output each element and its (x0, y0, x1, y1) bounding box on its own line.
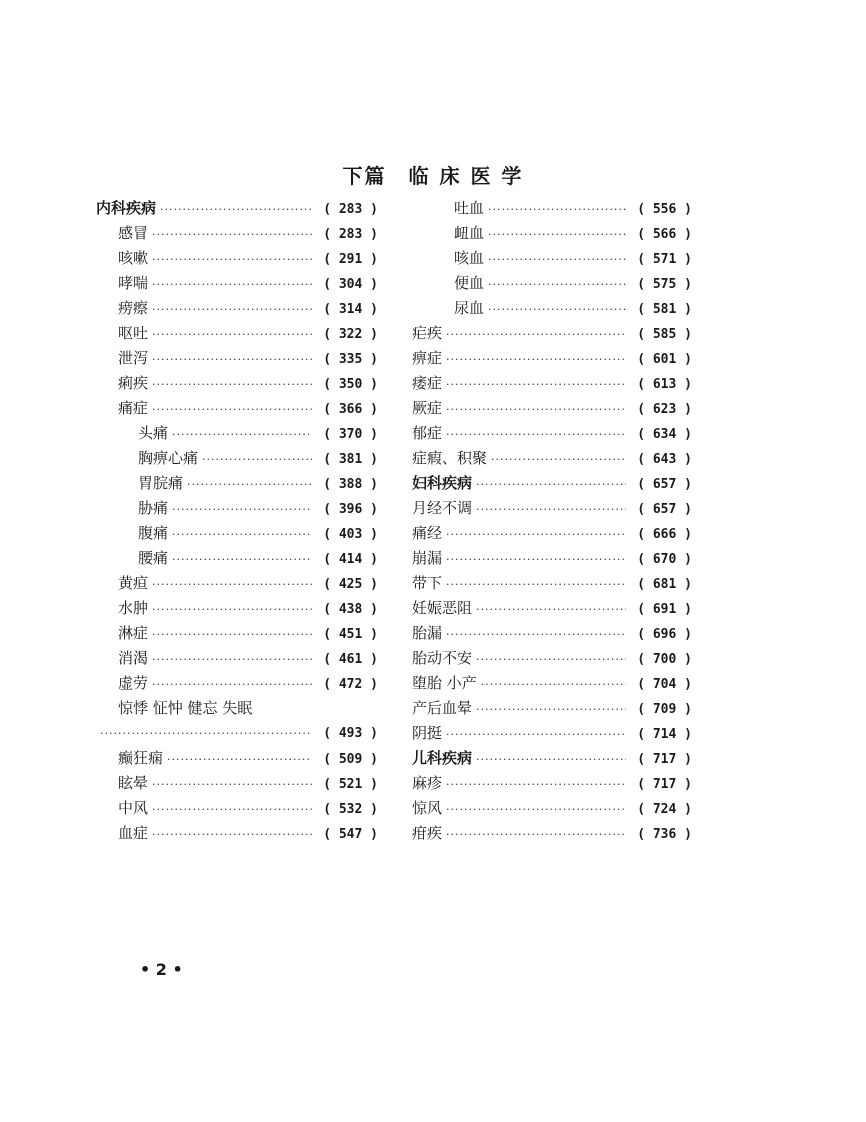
toc-entry-label: 咳血 (454, 249, 485, 267)
toc-dot-leader (152, 397, 312, 422)
toc-dot-leader (152, 597, 312, 622)
toc-entry-page: ( 681 ) (637, 577, 692, 592)
toc-entry-page: ( 370 ) (323, 427, 378, 442)
toc-entry-page: ( 666 ) (637, 527, 692, 542)
toc-dot-leader (476, 747, 626, 772)
toc-entry (412, 721, 692, 746)
toc-entry (412, 596, 692, 621)
toc-entry (412, 671, 692, 696)
toc-entry (96, 271, 378, 296)
toc-dot-leader (152, 247, 312, 272)
toc-dot-leader (446, 797, 626, 822)
toc-entry-label: 胃脘痛 (138, 474, 184, 492)
toc-dot-leader (172, 547, 312, 572)
toc-entry-label: 带下 (412, 574, 443, 592)
toc-entry (96, 321, 378, 346)
toc-dot-leader (491, 447, 626, 472)
toc-entry-page: ( 575 ) (637, 277, 692, 292)
toc-entry (412, 471, 692, 496)
toc-entry (96, 571, 378, 596)
toc-dot-leader (152, 322, 312, 347)
toc-entry-label: 痢疾 (118, 374, 149, 392)
toc-entry (96, 621, 378, 646)
toc-entry-label: 虚劳 (118, 674, 149, 692)
toc-entry-page: ( 709 ) (637, 702, 692, 717)
toc-entry (412, 696, 692, 721)
toc-dot-leader (152, 272, 312, 297)
toc-entry (96, 646, 378, 671)
toc-entry-page: ( 493 ) (323, 726, 378, 741)
toc-entry-label: 腰痛 (138, 549, 169, 567)
toc-entry-page: ( 381 ) (323, 452, 378, 467)
toc-entry (96, 746, 378, 771)
toc-dot-leader (172, 497, 312, 522)
toc-entry-label: 头痛 (138, 424, 169, 442)
toc-entry-page: ( 670 ) (637, 552, 692, 567)
toc-entry (96, 246, 378, 271)
toc-dot-leader (172, 422, 312, 447)
toc-entry-page: ( 657 ) (637, 477, 692, 492)
toc-entry (96, 796, 378, 821)
toc-dot-leader (446, 397, 626, 422)
toc-entry (412, 346, 692, 371)
toc-entry (96, 671, 378, 696)
toc-entry-page: ( 396 ) (323, 502, 378, 517)
toc-entry-label: 妊娠恶阻 (412, 599, 473, 617)
toc-entry-page: ( 521 ) (323, 777, 378, 792)
toc-dot-leader (488, 197, 626, 222)
toc-entry (96, 196, 378, 221)
toc-entry (96, 496, 378, 521)
toc-entry-page: ( 451 ) (323, 627, 378, 642)
toc-dot-leader (152, 772, 312, 797)
toc-entry-label: 黄疸 (118, 574, 149, 592)
toc-entry-label: 疟疾 (412, 324, 443, 342)
toc-dot-leader (488, 247, 626, 272)
toc-entry (412, 646, 692, 671)
toc-entry-label: 痿症 (412, 374, 443, 392)
toc-entry-page: ( 438 ) (323, 602, 378, 617)
toc-dot-leader (172, 522, 312, 547)
toc-entry (412, 371, 692, 396)
toc-dot-leader (152, 822, 312, 847)
toc-entry-page: ( 736 ) (637, 827, 692, 842)
toc-entry (412, 796, 692, 821)
toc-dot-leader (152, 672, 312, 697)
toc-dot-leader (476, 697, 626, 722)
toc-entry (96, 546, 378, 571)
toc-entry-label: 水肿 (118, 599, 149, 617)
toc-dot-leader (476, 597, 626, 622)
toc-dot-leader (446, 772, 626, 797)
toc-entry-page: ( 314 ) (323, 302, 378, 317)
toc-entry (96, 221, 378, 246)
toc-entry (412, 246, 692, 271)
toc-entry (96, 596, 378, 621)
toc-dot-leader (446, 372, 626, 397)
toc-entry-page: ( 585 ) (637, 327, 692, 342)
toc-entry-label: 哮喘 (118, 274, 149, 292)
toc-dot-leader (481, 672, 626, 697)
toc-entry (96, 371, 378, 396)
toc-entry-page: ( 717 ) (637, 752, 692, 767)
toc-entry (96, 396, 378, 421)
toc-entry-label: 癫狂痫 (118, 749, 164, 767)
toc-entry-page: ( 461 ) (323, 652, 378, 667)
toc-entry-page: ( 704 ) (637, 677, 692, 692)
toc-right-column (412, 196, 692, 846)
toc-entry-label: 妇科疾病 (412, 474, 473, 492)
toc-dot-leader (488, 272, 626, 297)
toc-entry-label: 痛症 (118, 399, 149, 417)
toc-entry-page: ( 657 ) (637, 502, 692, 517)
toc-entry-page: ( 566 ) (637, 227, 692, 242)
toc-entry-page: ( 322 ) (323, 327, 378, 342)
toc-dot-leader (476, 497, 626, 522)
toc-entry-page: ( 691 ) (637, 602, 692, 617)
toc-entry (412, 821, 692, 846)
toc-entry-label: 泄泻 (118, 349, 149, 367)
toc-entry-label: 内科疾病 (96, 199, 157, 217)
toc-entry-label: 崩漏 (412, 549, 443, 567)
toc-entry-page: ( 696 ) (637, 627, 692, 642)
toc-entry-label: 眩晕 (118, 774, 149, 792)
toc-entry-label: 厥症 (412, 399, 443, 417)
page-number: • 2 • (140, 960, 183, 979)
toc-entry (412, 521, 692, 546)
toc-entry (96, 446, 378, 471)
toc-dot-leader (446, 347, 626, 372)
toc-entry-page: ( 717 ) (637, 777, 692, 792)
toc-entry (412, 621, 692, 646)
toc-dot-leader (446, 522, 626, 547)
toc-dot-leader (152, 647, 312, 672)
toc-entry-page: ( 472 ) (323, 677, 378, 692)
toc-entry-page: ( 335 ) (323, 352, 378, 367)
toc-entry-label: 消渴 (118, 649, 149, 667)
toc-dot-leader (152, 572, 312, 597)
toc-entry-page: ( 532 ) (323, 802, 378, 817)
toc-entry-page: ( 425 ) (323, 577, 378, 592)
toc-entry-page: ( 403 ) (323, 527, 378, 542)
toc-dot-leader (446, 547, 626, 572)
toc-entry-page: ( 414 ) (323, 552, 378, 567)
toc-dot-leader (187, 472, 312, 497)
toc-dot-leader (152, 797, 312, 822)
toc-entry-label: 淋症 (118, 624, 149, 642)
toc-entry-label: 麻疹 (412, 774, 443, 792)
toc-entry-label: 胎动不安 (412, 649, 473, 667)
toc-entry (412, 771, 692, 796)
toc-dot-leader (152, 222, 312, 247)
toc-entry-page: ( 283 ) (323, 202, 378, 217)
toc-entry-page: ( 581 ) (637, 302, 692, 317)
toc-entry-label: 产后血晕 (412, 699, 473, 717)
toc-entry-label: 痨瘵 (118, 299, 149, 317)
toc-entry-page: ( 643 ) (637, 452, 692, 467)
toc-dot-leader (476, 647, 626, 672)
toc-entry-label: 疳疾 (412, 824, 443, 842)
toc-entry-label: 痹症 (412, 349, 443, 367)
toc-dot-leader (446, 622, 626, 647)
toc-entry-label: 血症 (118, 824, 149, 842)
toc-dot-leader (160, 197, 312, 222)
toc-entry-page: ( 547 ) (323, 827, 378, 842)
toc-entry-label: 感冒 (118, 224, 149, 242)
toc-dot-leader (446, 322, 626, 347)
toc-entry-label: 尿血 (454, 299, 485, 317)
toc-entry-label: 呕吐 (118, 324, 149, 342)
toc-dot-leader (476, 472, 626, 497)
toc-entry-label: 儿科疾病 (412, 749, 473, 767)
toc-entry-page: ( 291 ) (323, 252, 378, 267)
toc-entry-page: ( 634 ) (637, 427, 692, 442)
toc-entry-label: 吐血 (454, 199, 485, 217)
toc-entry (412, 221, 692, 246)
section-title: 下篇 临 床 医 学 (342, 164, 524, 188)
toc-entry (96, 296, 378, 321)
toc-dot-leader (488, 222, 626, 247)
toc-entry-page: ( 601 ) (637, 352, 692, 367)
toc-entry (412, 296, 692, 321)
toc-entry (96, 346, 378, 371)
toc-dot-leader (446, 722, 626, 747)
toc-entry-page: ( 623 ) (637, 402, 692, 417)
toc-entry-label: 胸痹心痛 (138, 449, 199, 467)
toc-entry (96, 696, 378, 721)
toc-entry-label: 便血 (454, 274, 485, 292)
toc-entry-label: 中风 (118, 799, 149, 817)
toc-entry (412, 496, 692, 521)
toc-entry-label: 惊风 (412, 799, 443, 817)
toc-entry-label: 痛经 (412, 524, 443, 542)
toc-entry-label: 惊悸 怔忡 健忘 失眠 (118, 699, 253, 717)
toc-dot-leader (446, 822, 626, 847)
toc-left-column (96, 196, 378, 846)
toc-entry (412, 396, 692, 421)
toc-entry (412, 746, 692, 771)
toc-dot-leader (152, 347, 312, 372)
toc-entry-page: ( 388 ) (323, 477, 378, 492)
toc-entry-label: 咳嗽 (118, 249, 149, 267)
toc-entry (96, 821, 378, 846)
toc-dot-leader (446, 572, 626, 597)
toc-entry (412, 321, 692, 346)
toc-entry (96, 471, 378, 496)
toc-dot-leader (202, 447, 312, 472)
toc-entry-label: 月经不调 (412, 499, 473, 517)
toc-entry (96, 421, 378, 446)
toc-entry-page: ( 350 ) (323, 377, 378, 392)
toc-dot-leader (167, 747, 312, 772)
toc-entry-page: ( 700 ) (637, 652, 692, 667)
toc-entry-page: ( 556 ) (637, 202, 692, 217)
toc-entry-label: 症瘕、积聚 (412, 449, 488, 467)
toc-entry (412, 546, 692, 571)
toc-entry (412, 196, 692, 221)
toc-entry (412, 446, 692, 471)
toc-entry-label: 堕胎 小产 (412, 674, 477, 692)
toc-entry (412, 421, 692, 446)
toc-dot-leader (152, 297, 312, 322)
toc-entry (96, 521, 378, 546)
toc-entry-label: 阴挺 (412, 724, 443, 742)
toc-entry-page: ( 714 ) (637, 727, 692, 742)
toc-entry-label: 胎漏 (412, 624, 443, 642)
toc-entry-page: ( 509 ) (323, 752, 378, 767)
toc-dot-leader (152, 372, 312, 397)
toc-dot-leader (488, 297, 626, 322)
toc-entry-page: ( 304 ) (323, 277, 378, 292)
toc-entry-page: ( 283 ) (323, 227, 378, 242)
toc-entry-label: 郁症 (412, 424, 443, 442)
toc-dot-leader (100, 721, 312, 746)
toc-dot-leader (152, 622, 312, 647)
toc-entry-page: ( 571 ) (637, 252, 692, 267)
toc-entry-label: 胁痛 (138, 499, 169, 517)
toc-entry (412, 571, 692, 596)
toc-dot-leader (446, 422, 626, 447)
toc-entry-label: 腹痛 (138, 524, 169, 542)
toc-entry-page: ( 613 ) (637, 377, 692, 392)
toc-entry-page: ( 366 ) (323, 402, 378, 417)
toc-entry (412, 271, 692, 296)
toc-entry (96, 771, 378, 796)
toc-entry (96, 721, 378, 746)
toc-entry-label: 衄血 (454, 224, 485, 242)
toc-entry-page: ( 724 ) (637, 802, 692, 817)
